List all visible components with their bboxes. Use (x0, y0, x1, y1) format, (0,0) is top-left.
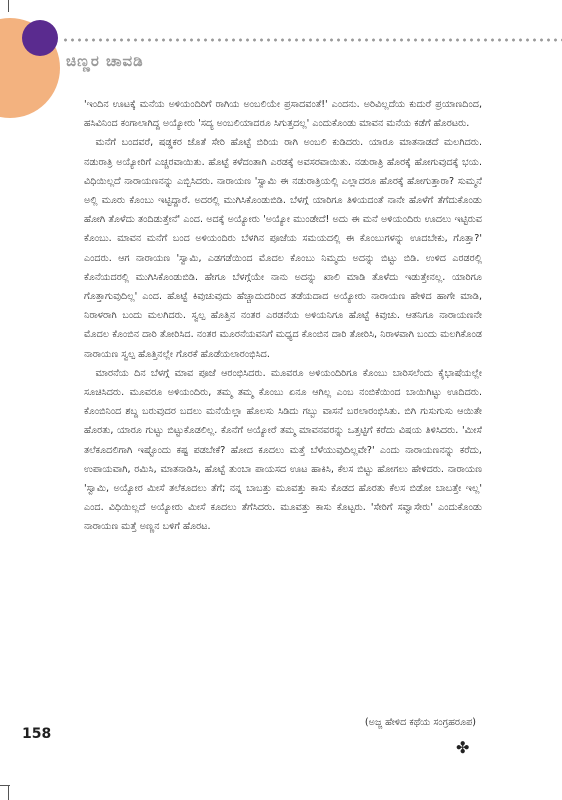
decorative-purple-circle (22, 20, 58, 56)
section-title: ಚಿಣ್ಣರ ಚಾವಡಿ (66, 52, 144, 70)
story-body (84, 95, 482, 537)
crop-mark (8, 786, 9, 800)
crop-mark (0, 785, 10, 786)
crop-mark (8, 0, 9, 12)
story-paragraph: ಮಾರನೆಯ ದಿನ ಬೆಳಗ್ಗೆ ಮಾವ ಪೂಜೆ ಆರಂಭಿಸಿದರು. ಮೂವರೂ ಅಳಿಯಂದಿರಿಗೂ ಕೊಂಬು ಬಾರಿಸಲೆಂದು ಕೈಭಾಷೆಯಲ್ಲೇ ಸೂಚಿಸಿದರು. ಮೂವರೂ ಅಳಿಯಂದಿರು, ತಮ್ಮ ತಮ್ಮ ಕೊಂಬು ಏನೂ ಆಗಿಲ್ಲ ಎಂಬ ನಂಬಿಕೆಯಿಂದ ಬಾಯಿಗಿಟ್ಟು ಊದಿದರು. ಕೊಂಬಿನಿಂದ ಶಬ್ದ ಬರುವುದರ ಬದಲು ಮನೆಯೆಲ್ಲಾ ಹೊಲಸು ಸಿಡಿದು ಗಬ್ಬು ವಾಸನೆ ಬರಲಾರಂಭಿಸಿತು. ಬಿಗಿ ಗುಸುಗುಸು ಆಯಿತೇ ಹೊರತು, ಯಾರೂ ಗುಟ್ಟು ಬಿಟ್ಟುಕೊಡಲಿಲ್ಲ. ಕೊನೆಗೆ ಅಯ್ಯೋರೆ ತಮ್ಮ ಮಾವನವರನ್ನು ಒತ್ತಟ್ಟಿಗೆ ಕರೆದು ವಿಷಯ ತಿಳಿಸಿದರು. 'ಮೀಸೆ ತಲೆಕೂದಲಿಗಾಗಿ ಇಷ್ಟೊಂದು ಕಷ್ಟ ಪಡಬೇಕೆ? ಹೋದ ಕೂದಲು ಮತ್ತೆ ಬೆಳೆಯುವುದಿಲ್ಲವೇ?' ಎಂದು ನಾರಾಯಣನನ್ನು ಕರೆದು, ಉಪಾಯವಾಗಿ, ರಮಿಸಿ, ಮಾತನಾಡಿಸಿ, ಹೊಟ್ಟೆ ತುಂಬಾ ಪಾಯಸದ ಊಟ ಹಾಕಿಸಿ, ಕೆಲಸ ಬಿಟ್ಟು ಹೋಗಲು ಹೇಳಿದರು. ನಾರಾಯಣ 'ಸ್ವಾಮಿ, ಅಯ್ಯೋರ ಮೀಸೆ ತಲೆಕೂದಲು ತೆಗೆ; ನನ್ನ ಬಾಬತ್ತು ಮೂವತ್ತು ಕಾಸು ಕೊಡದ ಹೊರತು ಕೆಲಸ ಬಿಡೋ ಬಾಬತ್ತೇ ಇಲ್ಲ' ಎಂದ. ವಿಧಿಯಿಲ್ಲದೆ ಅಯ್ಯೋರು ಮೀಸೆ ಕೂದಲು ತೆಗೆಸಿದರು. ಮೂವತ್ತು ಕಾಸು ಕೊಟ್ಟರು. 'ಸೇರಿಗೆ ಸವ್ವಾಸೇರು' ಎಂದುಕೊಂಡು ನಾರಾಯಣ ಮತ್ತೆ ಅಣ್ಣನ ಬಳಿಗೆ ಹೊರಟ. (84, 367, 482, 533)
dotted-header-rule (62, 38, 562, 42)
story-paragraph: 'ಇಂದಿನ ಊಟಕ್ಕೆ ಮನೆಯ ಅಳಿಯಂದಿರಿಗೆ ರಾಗಿಯ ಅಂಬಲಿಯೇ ಪ್ರಸಾದವಂತೆ!' ಎಂದನು. ಅರಿವಿಲ್ಲದೆಯ ಕುದುರೆ ಪ್ರಯಾಣದಿಂದ, ಹಸಿವಿನಿಂದ ಕಂಗಾಲಾಗಿದ್ದ ಅಯ್ಯೋರು 'ಸದ್ಯ ಅಂಬಲಿಯಾದರೂ ಸಿಗುತ್ತದಲ್ಲ' ಎಂದುಕೊಂಡು ಮಾವನ ಮನೆಯ ಕಡೆಗೆ ಹೊರಟರು. (84, 99, 482, 130)
ornament-clover-icon: ✤ (456, 738, 470, 757)
page-number: 158 (22, 726, 52, 742)
story-source: (ಅಜ್ಜ ಹೇಳಿದ ಕಥೆಯ ಸಂಗ್ರಹರೂಪ) (364, 717, 476, 728)
story-paragraph: ಮನೆಗೆ ಬಂದವರೆ, ಷಡ್ಡಕರ ಜೊತೆ ಸೇರಿ ಹೊಟ್ಟೆ ಬಿರಿಯ ರಾಗಿ ಅಂಬಲಿ ಕುಡಿದರು. ಯಾರೂ ಮಾತನಾಡದೆ ಮಲಗಿದರು. ನಡುರಾತ್ರಿ ಅಯ್ಯೋರಿಗೆ ಎಚ್ಚರವಾಯಿತು. ಹೊಟ್ಟೆ ಕಳೆದಂತಾಗಿ ಎರಡಕ್ಕೆ ಅವಸರವಾಯಿತು. ನಡುರಾತ್ರಿ ಹೊರಕ್ಕೆ ಹೋಗುವುದಕ್ಕೆ ಭಯ. ವಿಧಿಯಿಲ್ಲದೆ ನಾರಾಯಣನನ್ನು ಎಬ್ಬಿಸಿದರು. ನಾರಾಯಣ 'ಸ್ವಾಮಿ ಈ ನಡುರಾತ್ರಿಯಲ್ಲಿ ಎಲ್ಲಾದರೂ ಹೊರಕ್ಕೆ ಹೋಗುತ್ತಾರಾ? ಸುಮ್ಮನೆ ಅಲ್ಲಿ ಮೂರು ಕೊಂಬು ಇಟ್ಟಿದ್ದಾರೆ. ಅದರಲ್ಲಿ ಮುಗಿಸಿಕೊಂಡುಬಿಡಿ. ಬೆಳಗ್ಗೆ ಯಾರಿಗೂ ತಿಳಿಯದಂತೆ ನಾನೇ ಹೊಳೆಗೆ ತೆಗೆದುಕೊಂಡು ಹೋಗಿ ತೊಳೆದು ತಂದಿಡುತ್ತೇನೆ' ಎಂದ. ಅದಕ್ಕೆ ಅಯ್ಯೋರು 'ಅಯ್ಯೋ ಮುಂಡೇದೆ! ಅದು ಈ ಮನೆ ಅಳಿಯಂದಿರು ಊದಲು ಇಟ್ಟಿರುವ ಕೊಂಬು. ಮಾವನ ಮನೆಗೆ ಬಂದ ಅಳಿಯಂದಿರು ಬೆಳಗಿನ ಪೂಜೆಯ ಸಮಯದಲ್ಲಿ ಈ ಕೊಂಬುಗಳನ್ನು ಊದಬೇಕು, ಗೊತ್ತಾ?' ಎಂದರು. ಆಗ ನಾರಾಯಣ 'ಸ್ವಾಮಿ, ಎಡಗಡೆಯಿಂದ ಮೊದಲ ಕೊಂಬು ನಿಮ್ಮದು ಅದನ್ನು ಬಿಟ್ಟು ಬಿಡಿ. ಉಳಿದ ಎರಡರಲ್ಲಿ ಕೊನೆಯದರಲ್ಲಿ ಮುಗಿಸಿಕೊಂಡುಬಿಡಿ. ಹೇಗೂ ಬೆಳಗ್ಗೆಯೇ ನಾನು ಅದನ್ನು ಖಾಲಿ ಮಾಡಿ ತೊಳೆದು ಇಡುತ್ತೇನಲ್ಲ. ಯಾರಿಗೂ ಗೊತ್ತಾಗುವುದಿಲ್ಲ' ಎಂದ. ಹೊಟ್ಟೆ ಕಿವುಚುವುದು ಹೆಚ್ಚಾದುದರಿಂದ ತಡೆಯದಾದ ಅಯ್ಯೋರು ನಾರಾಯಣ ಹೇಳಿದ ಹಾಗೇ ಮಾಡಿ, ನಿರಾಳರಾಗಿ ಬಂದು ಮಲಗಿದರು. ಸ್ವಲ್ಪ ಹೊತ್ತಿನ ನಂತರ ಎರಡನೆಯ ಅಳಿಯನಿಗೂ ಹೊಟ್ಟೆ ಕಿವುಚು. ಆತನಿಗೂ ನಾರಾಯಣನೇ ಮೊದಲ ಕೊಂಬಿನ ದಾರಿ ತೋರಿಸಿದ. ನಂತರ ಮೂರನೆಯವನಿಗೆ ಮಧ್ಯದ ಕೊಂಬಿನ ದಾರಿ ತೋರಿಸಿ, ನಿರಾಳವಾಗಿ ಬಂದು ಮಲಗಿಕೊಂಡ ನಾರಾಯಣ ಸ್ವಲ್ಪ ಹೊತ್ತಿನಲ್ಲೇ ಗೊರಕೆ ಹೊಡೆಯಲಾರಂಭಿಸಿದ. (84, 137, 482, 360)
